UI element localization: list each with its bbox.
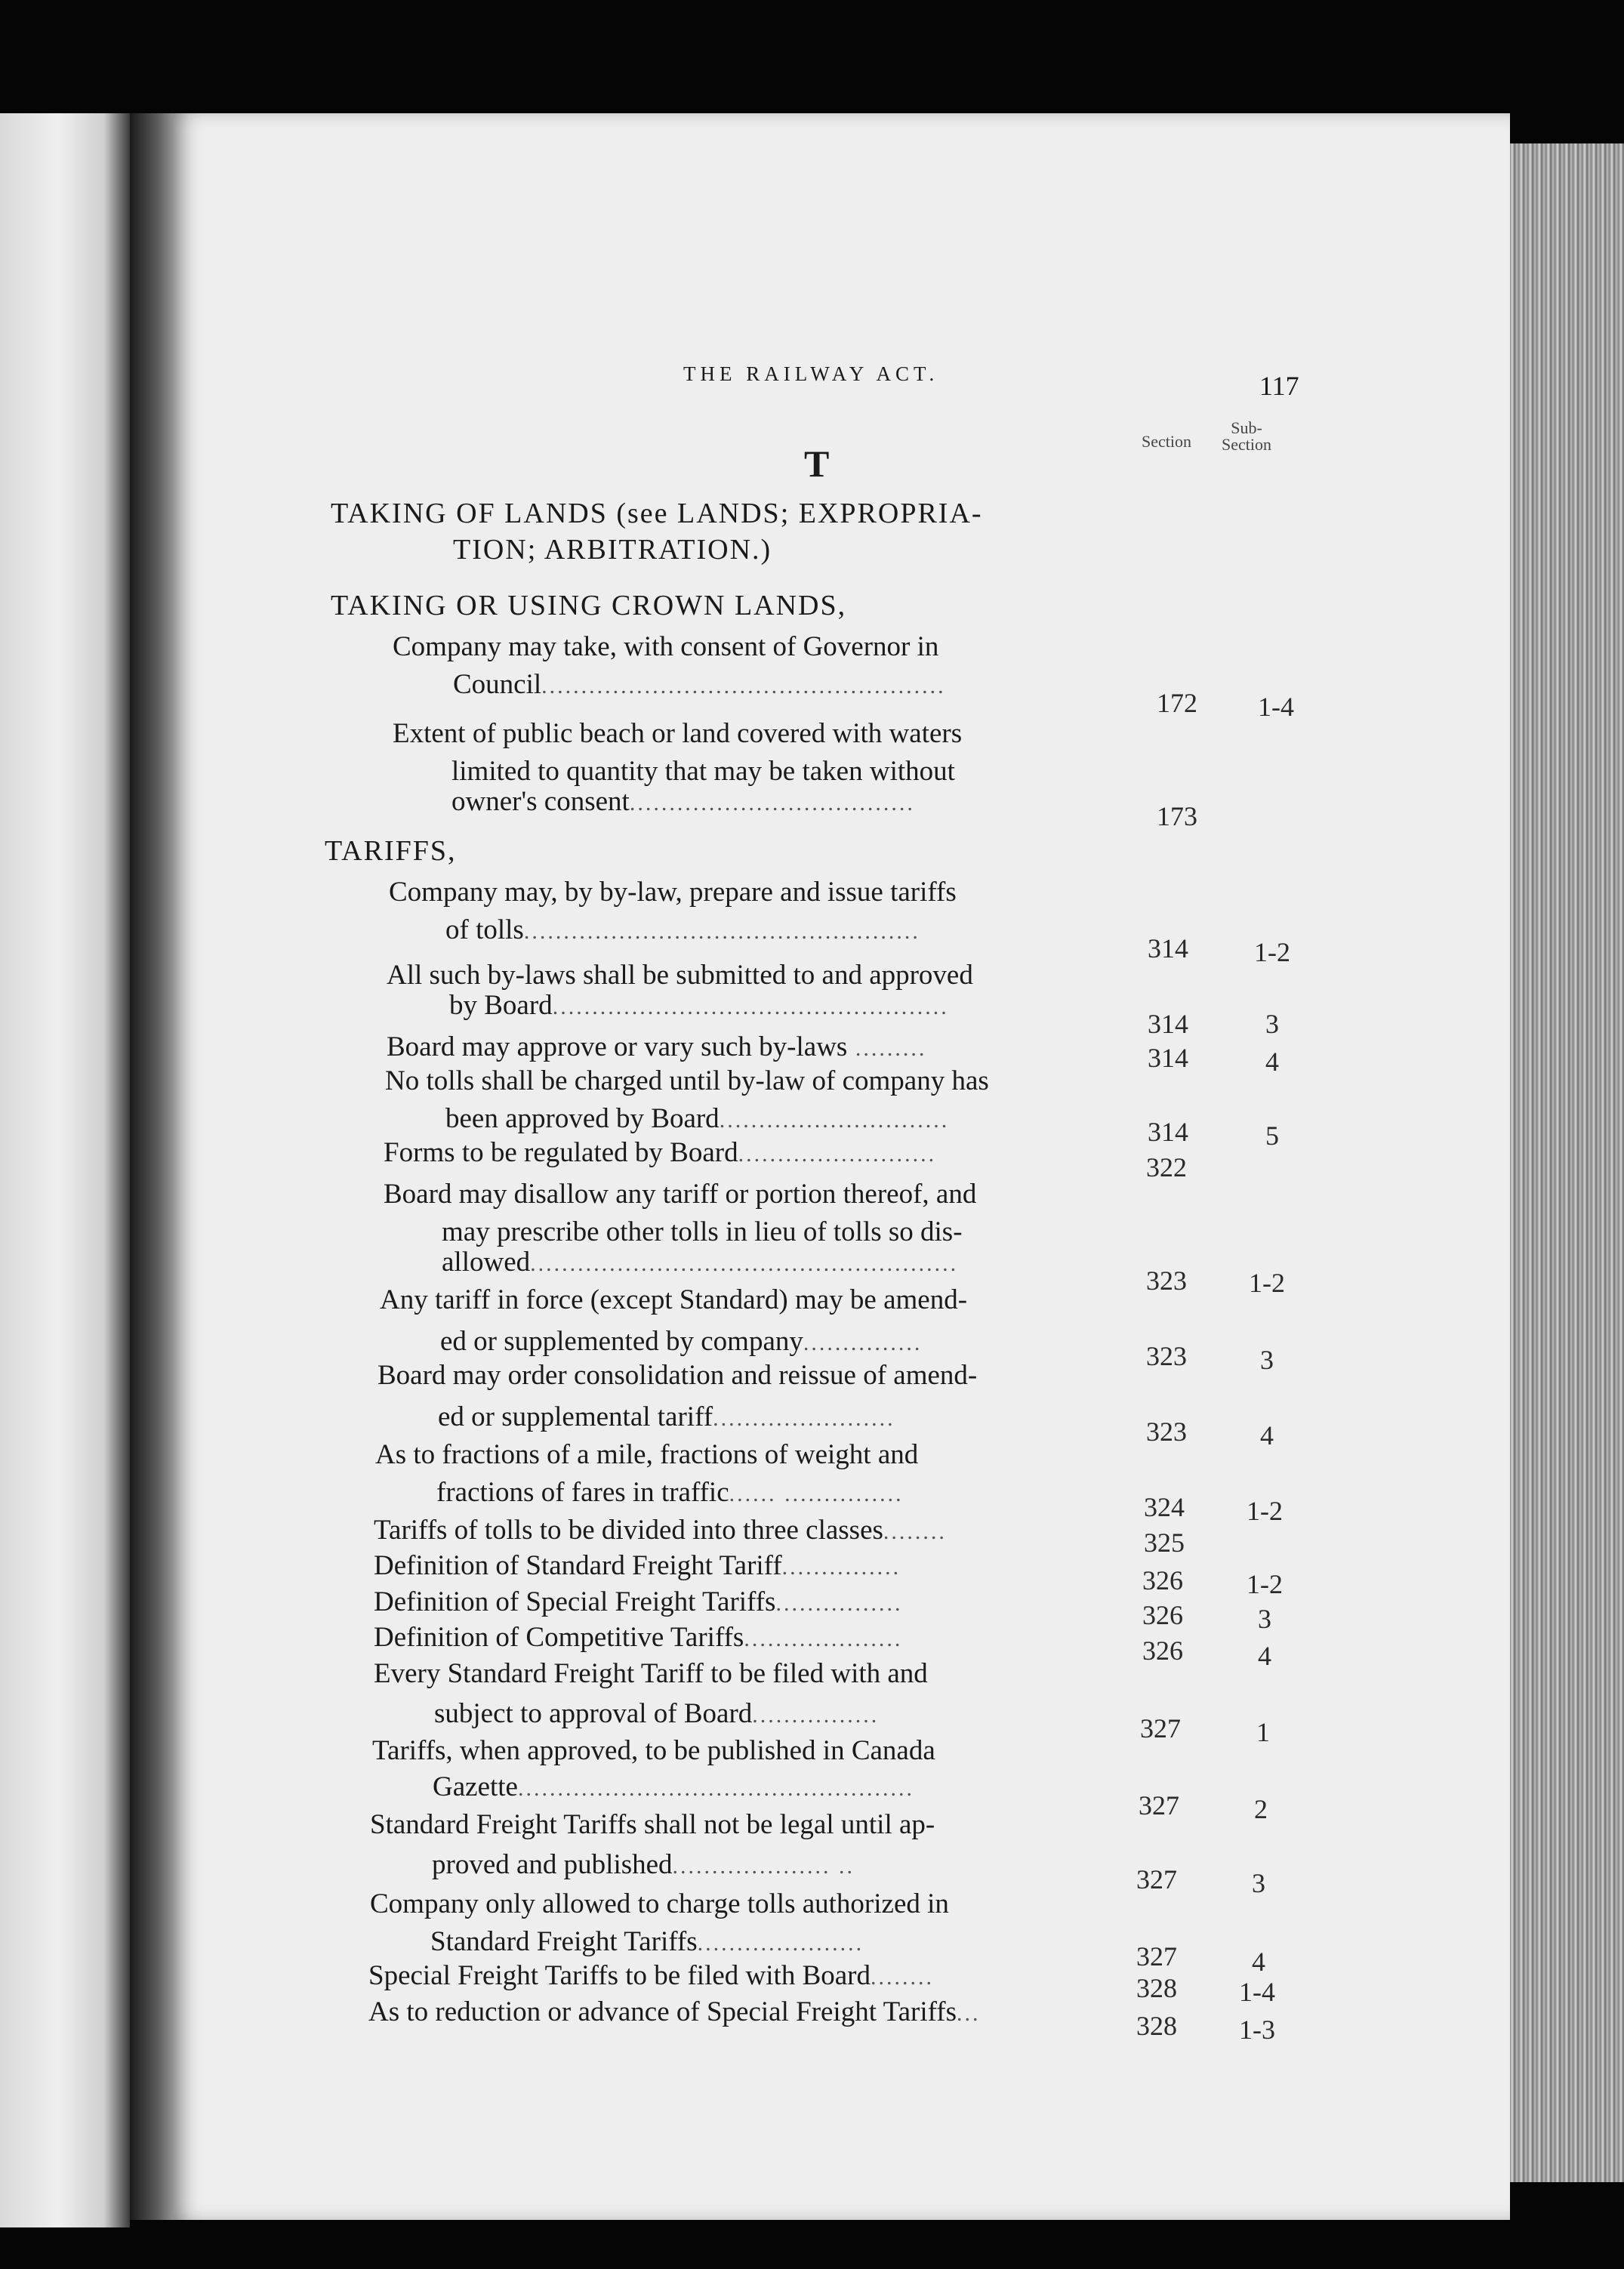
entry-line: may prescribe other tolls in lieu of tolls so dis- <box>442 1216 963 1247</box>
entry-section: 314 <box>1148 933 1188 963</box>
entry-section: 327 <box>1136 1941 1177 1972</box>
entry-line: Company only allowed to charge tolls authorized in <box>370 1888 949 1919</box>
entry-subsection: 3 <box>1260 1345 1274 1375</box>
entry-subsection: 1-4 <box>1258 692 1294 722</box>
entry-subsection: 1-4 <box>1239 1977 1275 2007</box>
entry-subsection: 3 <box>1265 1009 1279 1039</box>
running-head: THE RAILWAY ACT. <box>683 362 939 385</box>
entry-section: 173 <box>1157 801 1197 831</box>
entry-subsection: 4 <box>1265 1047 1279 1077</box>
entry-line: been approved by Board............................. <box>445 1103 950 1134</box>
entry-subsection: 4 <box>1252 1947 1265 1977</box>
book-spine-shadow <box>130 113 175 2220</box>
entry-subsection: 1-2 <box>1254 937 1290 967</box>
entry-section: 323 <box>1146 1266 1187 1296</box>
entry-line: owner's consent.................................... <box>451 786 915 817</box>
entry-line: of tolls.................................................. <box>445 914 920 945</box>
entry-line: Forms to be regulated by Board......................... <box>384 1137 937 1168</box>
entry-line: Standard Freight Tariffs shall not be legal until ap- <box>370 1809 935 1840</box>
entry-line: ed or supplemented by company............... <box>440 1326 923 1357</box>
entry-section: 314 <box>1148 1043 1188 1073</box>
entry-line: As to fractions of a mile, fractions of weight and <box>375 1439 919 1470</box>
left-page-edge <box>0 113 130 2227</box>
entry-section: 322 <box>1146 1152 1187 1182</box>
entry-line: subject to approval of Board................ <box>434 1698 880 1729</box>
entry-line: As to reduction or advance of Special Freight Tariffs... <box>368 1996 981 2027</box>
entry-line: Special Freight Tariffs to be filed with Board........ <box>368 1960 934 1991</box>
entry-section: 327 <box>1136 1864 1177 1894</box>
entry-subsection: 1-2 <box>1247 1569 1283 1599</box>
entry-subsection: 3 <box>1258 1604 1271 1634</box>
entry-subsection: 1 <box>1256 1717 1270 1747</box>
entry-section: 323 <box>1146 1341 1187 1371</box>
entry-subsection: 2 <box>1254 1794 1268 1824</box>
column-header-subsection-line1: Sub- <box>1231 418 1262 437</box>
entry-line: Board may disallow any tariff or portion thereof, and <box>384 1179 977 1210</box>
entry-section: 314 <box>1148 1009 1188 1039</box>
entry-section: 328 <box>1136 1973 1177 2003</box>
entry-section: 323 <box>1146 1417 1187 1447</box>
entry-line: Board may order consolidation and reissue of amend- <box>377 1360 978 1391</box>
entry-line: No tolls shall be charged until by-law of company has <box>385 1065 989 1096</box>
entry-line: Extent of public beach or land covered with waters <box>393 718 963 749</box>
entry-line: All such by-laws shall be submitted to and approved <box>387 960 973 991</box>
column-header-subsection <box>1222 420 1271 453</box>
entry-section: 314 <box>1148 1117 1188 1147</box>
entry-section: 326 <box>1142 1565 1183 1595</box>
page-number: 117 <box>1259 371 1299 401</box>
entry-subsection: 3 <box>1252 1868 1265 1898</box>
entry-line: Definition of Standard Freight Tariff............... <box>374 1550 901 1581</box>
entry-line: Council................................................... <box>453 669 946 700</box>
entry-line: Company may, by by-law, prepare and issue tariffs <box>389 877 957 908</box>
page-edges <box>1510 143 1624 2182</box>
entry-subsection: 4 <box>1258 1641 1271 1671</box>
entry-line: Every Standard Freight Tariff to be filed with and <box>374 1658 928 1689</box>
entry-line: Definition of Special Freight Tariffs................ <box>374 1586 903 1617</box>
column-header-subsection-line2: Section <box>1222 435 1271 454</box>
entry-subsection: 4 <box>1260 1420 1274 1450</box>
entry-section: 325 <box>1144 1528 1185 1558</box>
entry-section: 326 <box>1142 1635 1183 1666</box>
entry-line: by Board.................................................. <box>449 990 949 1021</box>
entry-subsection: 1-3 <box>1239 2015 1275 2045</box>
entry-section: 327 <box>1140 1713 1181 1743</box>
heading-crown-lands: TAKING OR USING CROWN LANDS, <box>331 590 847 621</box>
entry-subsection: 1-2 <box>1249 1268 1285 1298</box>
entry-line: Standard Freight Tariffs..................... <box>430 1926 864 1957</box>
entry-subsection: 1-2 <box>1247 1496 1283 1526</box>
index-letter-heading: T <box>804 442 830 485</box>
entry-line: Board may approve or vary such by-laws ......... <box>387 1031 927 1062</box>
entry-line: Any tariff in force (except Standard) may be amend- <box>380 1284 968 1315</box>
entry-line: allowed...................................................... <box>442 1247 959 1278</box>
entry-section: 327 <box>1139 1790 1179 1820</box>
entry-section: 172 <box>1157 688 1197 718</box>
entry-section: 324 <box>1144 1492 1185 1522</box>
entry-line: fractions of fares in traffic...... ............... <box>436 1477 904 1508</box>
heading-taking-of-lands-line1: TAKING OF LANDS (see LANDS; EXPROPRIA- <box>331 498 983 529</box>
entry-line: Gazette.................................................. <box>433 1771 914 1802</box>
entry-line: Tariffs, when approved, to be published in Canada <box>372 1735 935 1766</box>
entry-line: Tariffs of tolls to be divided into three classes........ <box>374 1515 947 1546</box>
heading-tariffs: TARIFFS, <box>325 835 457 867</box>
entry-section: 326 <box>1142 1600 1183 1630</box>
entry-line: proved and published.................... .. <box>432 1849 855 1880</box>
entry-subsection: 5 <box>1265 1121 1279 1151</box>
column-header-section: Section <box>1142 432 1191 451</box>
entry-line: ed or supplemental tariff....................... <box>438 1401 895 1432</box>
entry-line: limited to quantity that may be taken without <box>451 756 955 787</box>
entry-line: Company may take, with consent of Governor in <box>393 631 939 662</box>
entry-section: 328 <box>1136 2011 1177 2041</box>
entry-line: Definition of Competitive Tariffs.................... <box>374 1622 903 1653</box>
heading-taking-of-lands-line2: TION; ARBITRATION.) <box>453 534 772 566</box>
